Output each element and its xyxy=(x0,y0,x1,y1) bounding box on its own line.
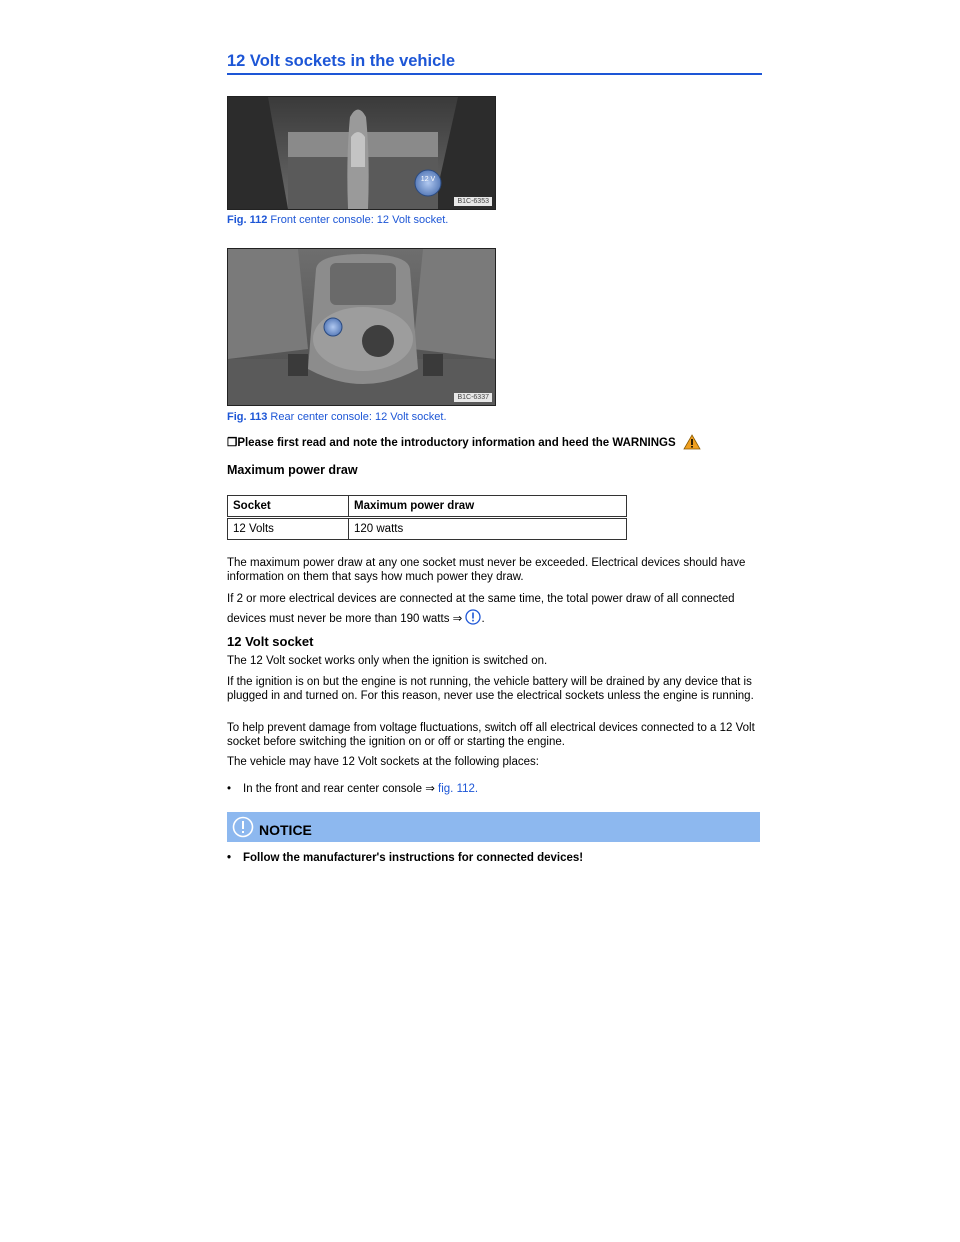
figure-link[interactable]: fig. 112. xyxy=(438,783,479,795)
notice-item-text: Follow the manufacturer's instructions for connected devices! xyxy=(243,852,584,864)
notice-label: NOTICE xyxy=(259,822,312,838)
figure-code: B1C-6353 xyxy=(454,197,492,206)
table-header-row xyxy=(228,496,627,518)
table-header: Socket xyxy=(228,496,349,518)
book-icon: ❐ xyxy=(227,437,238,449)
power-table xyxy=(227,495,627,540)
max-power-heading: Maximum power draw xyxy=(227,463,358,477)
paragraph: To help prevent damage from voltage fluctuations, switch off all electrical devices connected to a 12 Volt socket before switching the ignition on or off or starting the engine. xyxy=(227,722,755,748)
table-row xyxy=(228,518,627,540)
paragraph-total-draw xyxy=(227,590,762,629)
figure-number: Fig. 113 xyxy=(227,411,268,423)
figure-number: Fig. 112 xyxy=(227,214,268,226)
list-item xyxy=(227,781,478,795)
period: . xyxy=(481,613,485,625)
figure-caption-text: Front center console: 12 Volt socket. xyxy=(270,214,449,226)
figure-caption-text: Rear center console: 12 Volt socket. xyxy=(270,411,447,423)
figure-front-console xyxy=(227,96,496,210)
page-title: 12 Volt sockets in the vehicle xyxy=(227,52,762,75)
table-header: Maximum power draw xyxy=(349,496,627,518)
paragraph: If the ignition is on but the engine is not running, the vehicle battery will be drained by any device that is plugged in and turned on. For this reason, never use the electrical sockets unless the engine is running. xyxy=(227,676,754,702)
paragraph: The 12 Volt socket works only when the ignition is switched on. xyxy=(227,655,548,667)
paragraph: The vehicle may have 12 Volt sockets at the following places: xyxy=(227,756,539,768)
paragraph-text: If 2 or more electrical devices are connected at the same time, the total power draw of all connected devices must never be more than 190 watts ⇒ xyxy=(227,593,735,625)
notice-item xyxy=(227,852,583,864)
table-cell: 12 Volts xyxy=(228,518,349,540)
notice-icon xyxy=(232,816,254,838)
table-cell: 120 watts xyxy=(349,518,627,540)
notice-icon[interactable] xyxy=(465,609,481,625)
paragraph: The maximum power draw at any one socket must never be exceeded. Electrical devices should have information on them that says how much power they draw. xyxy=(227,557,746,583)
figure-code: B1C-6337 xyxy=(454,393,492,402)
intro-note xyxy=(227,434,701,450)
figure-caption-112 xyxy=(227,214,448,226)
notice-banner xyxy=(227,812,760,842)
list-item-text: In the front and rear center console ⇒ xyxy=(243,783,435,795)
bullet-dot: • xyxy=(227,783,232,795)
intro-text: Please first read and note the introductory information and heed the WARNINGS xyxy=(237,437,676,449)
figure-rear-console xyxy=(227,248,496,406)
figure-caption-113 xyxy=(227,411,447,423)
warning-icon[interactable] xyxy=(683,434,701,450)
bullet-dot: • xyxy=(227,852,232,864)
front-console-illustration xyxy=(228,97,495,209)
rear-console-illustration xyxy=(228,249,495,405)
socket-12v-label: 12 V xyxy=(420,176,436,183)
socket-heading: 12 Volt socket xyxy=(227,634,314,649)
